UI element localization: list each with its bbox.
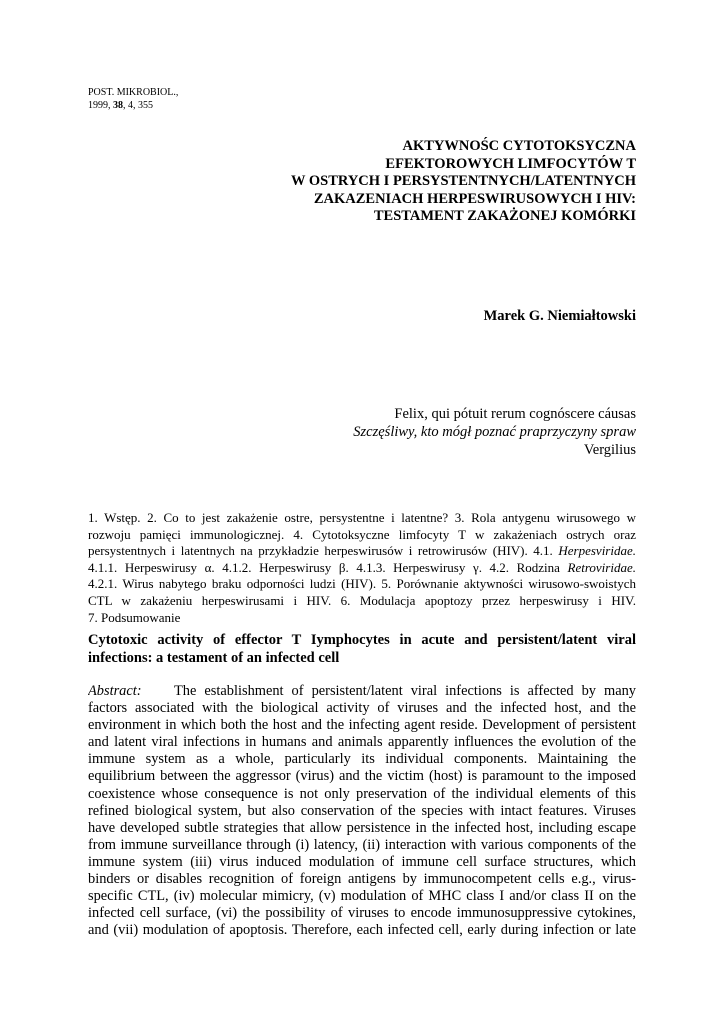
- english-title-line: infections: a testament of an infected cell: [88, 649, 340, 666]
- abstract-line: have developed subtle strategies that allow persistence in the infected host, including escape: [88, 819, 636, 836]
- abstract-line: coexistence whose consequence is not only preservation of the individual elements of this: [88, 785, 636, 802]
- abstract-line: and latent viral infections in humans and animals apparently influences the evolution of the: [88, 734, 636, 751]
- abstract-first-line: Abstract: The establishment of persistent/latent viral infections is affected by many: [88, 683, 636, 699]
- abstract-line: from immune surveillance through (i) latency, (ii) interaction with various components of the: [88, 836, 636, 853]
- table-of-contents: [88, 510, 636, 626]
- epigraph-polish: Szczęśliwy, kto mógł poznać praprzyczyny spraw: [353, 424, 636, 440]
- journal-volume: 38: [113, 100, 123, 111]
- abstract-line: equilibrium between the aggressor (virus) and the victim (host) is paramount to the imposed: [88, 768, 636, 785]
- english-title: [88, 632, 636, 667]
- abstract-line: binders or disables recognition of foreign antigens by immunocompetent cells e.g., virus-: [88, 871, 636, 888]
- abstract-line: immune system as a whole, particularly its individual components. Maintaining the: [88, 751, 636, 768]
- english-title-line: Cytotoxic activity of effector T Iymphocytes in acute and persistent/latent viral: [88, 632, 636, 648]
- contents-line: rozwoju pamięci immunologicznej. 4. Cytotoksyczne limfocyty T w zakażeniach ostrych oraz: [88, 526, 636, 542]
- title-line: ZAKAZENIACH HERPESWIRUSOWYCH I HIV:: [313, 190, 636, 207]
- contents-line: 4.1.1. Herpeswirusy α. 4.1.2. Herpeswirusy β. 4.1.3. Herpeswirusy γ. 4.2. Rodzina Retroviridae.: [88, 559, 636, 575]
- title-line: EFEKTOROWYCH LIMFOCYTÓW T: [385, 155, 636, 172]
- abstract-label: Abstract:: [88, 683, 142, 699]
- abstract-line: infected cell surface, (vi) the possibility of viruses to encode immunosuppressive cytokines,: [88, 905, 636, 922]
- title-line: TESTAMENT ZAKAŻONEJ KOMÓRKI: [373, 208, 636, 224]
- title-line: AKTYWNOŚC CYTOTOKSYCZNA: [402, 138, 636, 154]
- journal-name: POST. MIKROBIOL.,: [88, 87, 179, 98]
- journal-issue-page: , 4, 355: [123, 100, 153, 111]
- abstract: [88, 683, 636, 939]
- author-name: Marek G. Niemiałtowski: [483, 308, 636, 324]
- contents-line: 4.2.1. Wirus nabytego braku odporności ludzi (HIV). 5. Porównanie aktywności wirusowo-swoistych: [88, 576, 636, 592]
- epigraph-attribution: Vergilius: [583, 442, 636, 458]
- epigraph: [260, 405, 636, 459]
- title-line: W OSTRYCH I PERSYSTENTNYCH/LATENTNYCH: [290, 173, 636, 189]
- journal-citation: [88, 86, 178, 112]
- abstract-line: specific CTL, (iv) molecular mimicry, (v) modulation of MHC class I and/or class II on the: [88, 888, 636, 905]
- article-title: [180, 138, 636, 226]
- epigraph-latin: Felix, qui pótuit rerum cognóscere cáusas: [394, 406, 636, 422]
- abstract-line: immune system (iii) virus induced modulation of immune cell surface structures, which: [88, 853, 636, 870]
- journal-year: 1999,: [88, 100, 113, 111]
- contents-line: 7. Podsumowanie: [88, 609, 181, 625]
- journal-volume-line: [88, 99, 178, 112]
- abstract-line: factors associated with the biological activity of viruses and the infected host, and the: [88, 700, 636, 717]
- abstract-line: and (vii) modulation of apoptosis. Therefore, each infected cell, early during infection or late: [88, 922, 636, 939]
- abstract-line: environment in which both the host and the infecting agent reside. Development of persistent: [88, 717, 636, 734]
- abstract-line: refined biological system, but also conservation of the species with intact features. Viruses: [88, 802, 636, 819]
- contents-line: 1. Wstęp. 2. Co to jest zakażenie ostre, persystentne i latentne? 3. Rola antygenu wirusowego w: [88, 510, 636, 525]
- contents-line: persystentnych i latentnych na przykładzie herpeswirusów i retrowirusów (HIV). 4.1. Herpesviridae.: [88, 543, 636, 559]
- contents-line: CTL w zakażeniu herpeswirusami i HIV. 6. Modulacja apoptozy przez herpeswirusy i HIV.: [88, 592, 636, 608]
